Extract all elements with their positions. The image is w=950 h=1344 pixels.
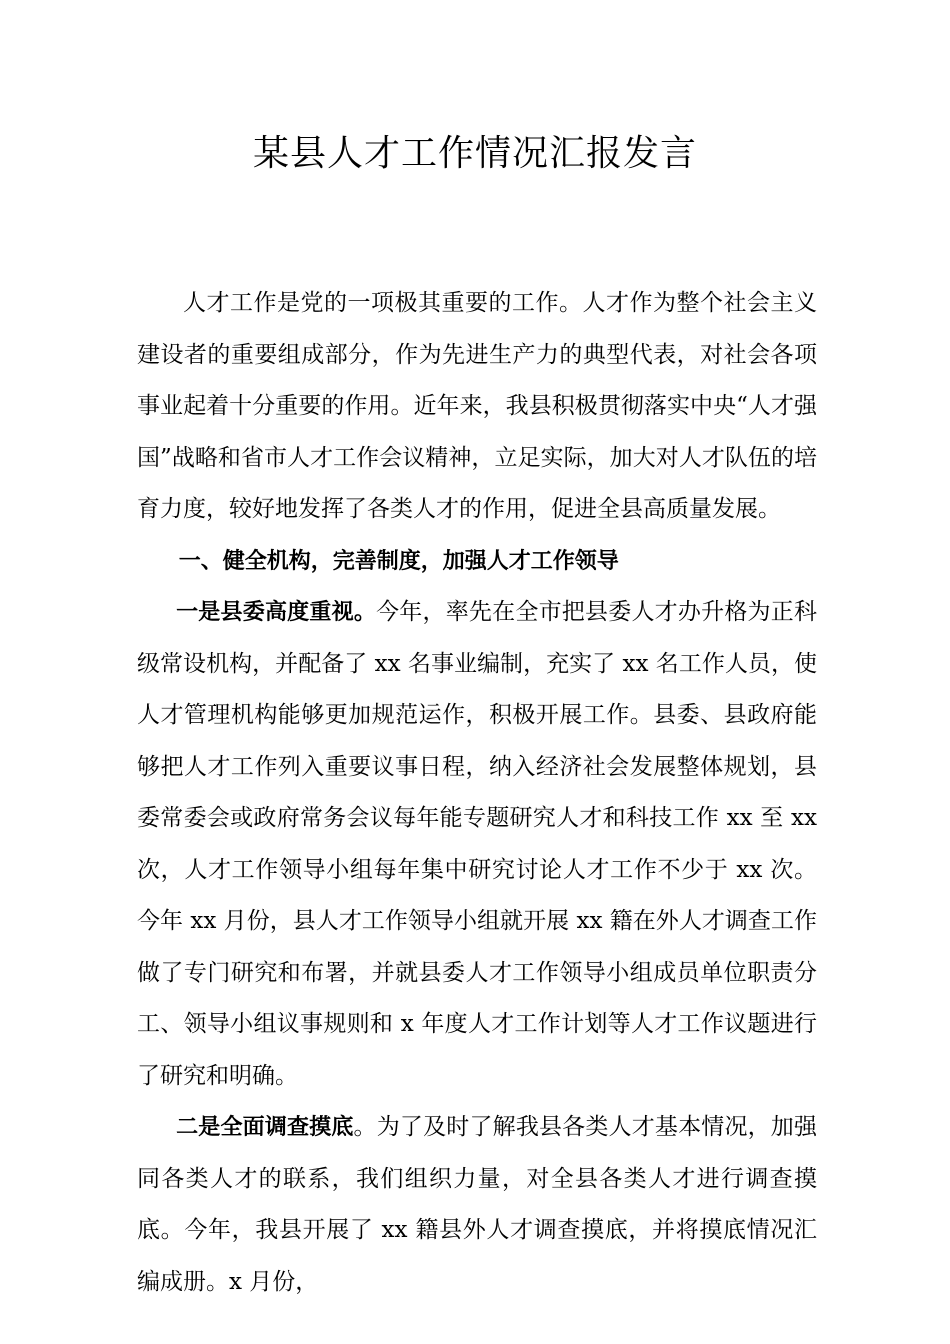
point-2-text: 。为了及时了解我县各类人才基本情况，加强同各类人才的联系，我们组织力量，对全县各类人才进行调查摸底。今年，我县开展了 xx 籍县外人才调查摸底，并将摸底情况汇编成册。x 月份， [137,1114,817,1295]
point-1-lead: 一是县委高度重视。 [176,600,377,625]
section-heading-1: 一、健全机构，完善制度，加强人才工作领导 [178,548,619,574]
intro-paragraph: 人才工作是党的一项极其重要的工作。人才作为整个社会主义建设者的重要组成部分，作为先进生产力的典型代表，对社会各项事业起着十分重要的作用。近年来，我县积极贯彻落实中央“人才强国”战略和省市人才工作会议精神，立足实际，加大对人才队伍的培育力度，较好地发挥了各类人才的作用，促进全县高质量发展。 [137,290,817,522]
document-title: 某县人才工作情况汇报发言 [252,133,697,174]
point-2-lead: 二是全面调查摸底 [176,1115,354,1140]
document-body [137,278,817,1308]
point-1-text: 今年，率先在全市把县委人才办升格为正科级常设机构，并配备了 xx 名事业编制，充实了 xx 名工作人员，使人才管理机构能够更加规范运作，积极开展工作。县委、县政府能够把人才工作列入重要议事日程，纳入经济社会发展整体规划，县委常委会或政府常务会议每年能专题研究人才和科技工作 xx 至 xx 次，人才工作领导小组每年集中研究讨论人才工作不少于 xx 次。今年 xx 月份，县人才工作领导小组就开展 xx 籍在外人才调查工作做了专门研究和布署，并就县委人才工作领导小组成员单位职责分工、领导小组议事规则和 x 年度人才工作计划等人才工作议题进行了研究和明确。 [137,599,817,1089]
point-2-paragraph [137,1102,817,1308]
point-1-paragraph [137,587,817,1102]
